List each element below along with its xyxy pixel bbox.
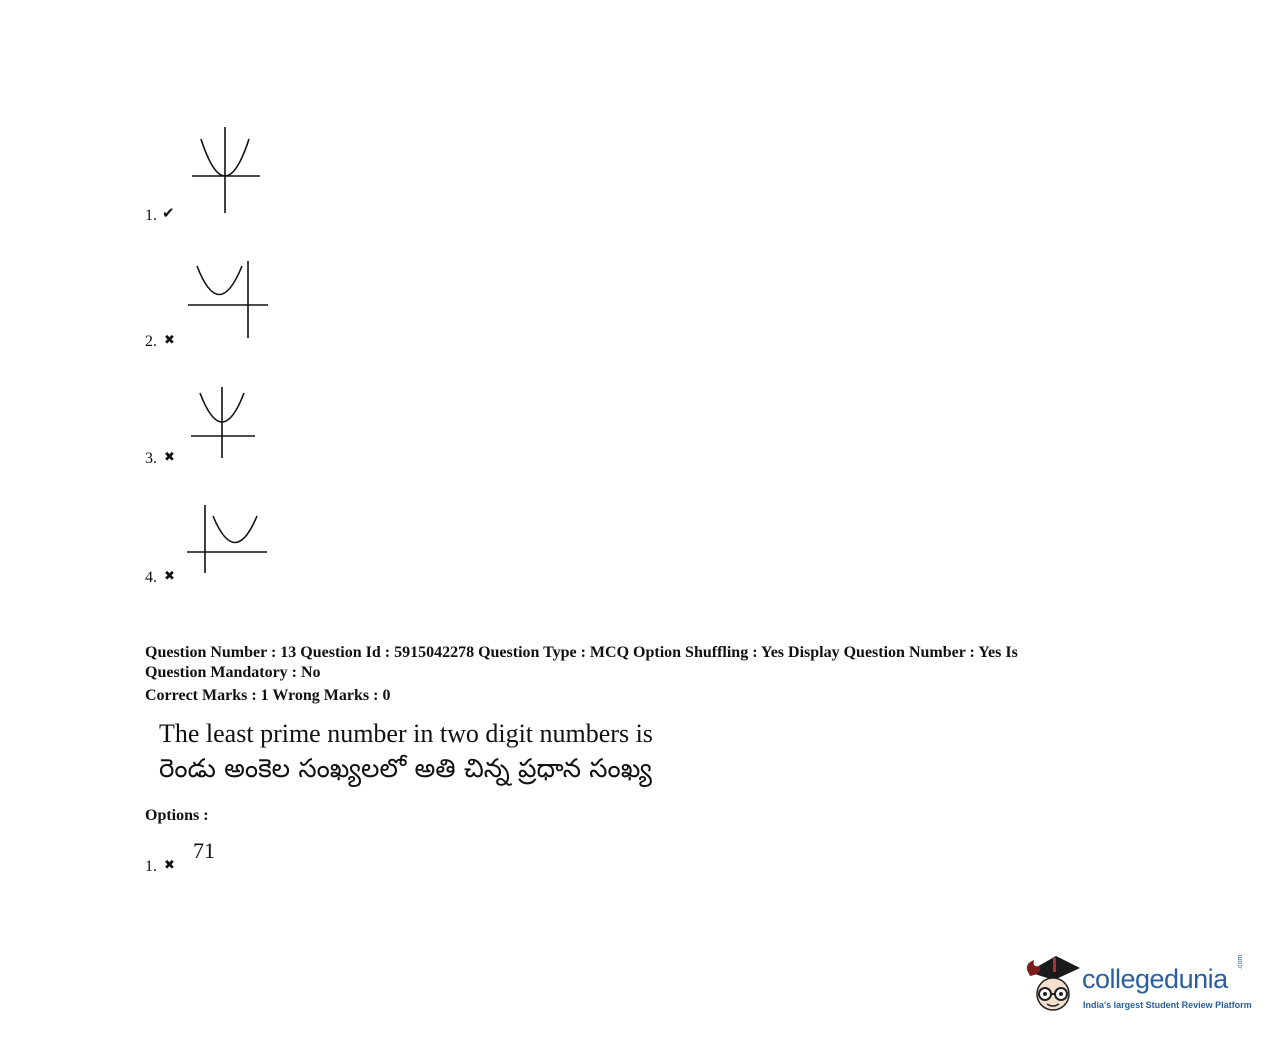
option-number: 3. <box>145 450 157 467</box>
option-number: 1. <box>145 858 157 875</box>
cross-icon: ✖ <box>164 857 175 872</box>
options-label: Options : <box>145 807 209 824</box>
mascot-icon <box>1020 950 1084 1022</box>
option-number: 4. <box>145 569 157 586</box>
logo-tagline: India's largest Student Review Platform <box>1083 1000 1252 1010</box>
logo-name: collegedunia <box>1082 964 1228 994</box>
graph-parabola-centered <box>188 385 258 461</box>
question-text-telugu: రెండు అంకెల సంఖ్యలలో అతి చిన్న ప్రధాన సంఖ్య <box>159 754 652 784</box>
cross-icon: ✖ <box>164 568 175 583</box>
question-meta-line1: Question Number : 13 Question Id : 5915042278 Question Type : MCQ Option Shuffling : Yes Display Question Number : Yes Is <box>145 644 1018 661</box>
graph-parabola-centered-tall <box>188 125 263 217</box>
check-icon: ✔ <box>162 206 175 222</box>
option-value: 71 <box>193 838 215 863</box>
option-number: 1. <box>145 207 157 224</box>
cross-icon: ✖ <box>164 449 175 464</box>
logo-suffix: .com <box>1237 954 1244 970</box>
question-marks: Correct Marks : 1 Wrong Marks : 0 <box>145 687 391 704</box>
question-meta-line2: Question Mandatory : No <box>145 664 321 681</box>
option-number: 2. <box>145 333 157 350</box>
collegedunia-logo <box>1020 950 1250 1022</box>
graph-parabola-shifted-left <box>186 259 271 341</box>
cross-icon: ✖ <box>164 332 175 347</box>
graph-parabola-shifted-right <box>185 503 270 575</box>
question-text-english: The least prime number in two digit numbers is <box>159 719 653 748</box>
